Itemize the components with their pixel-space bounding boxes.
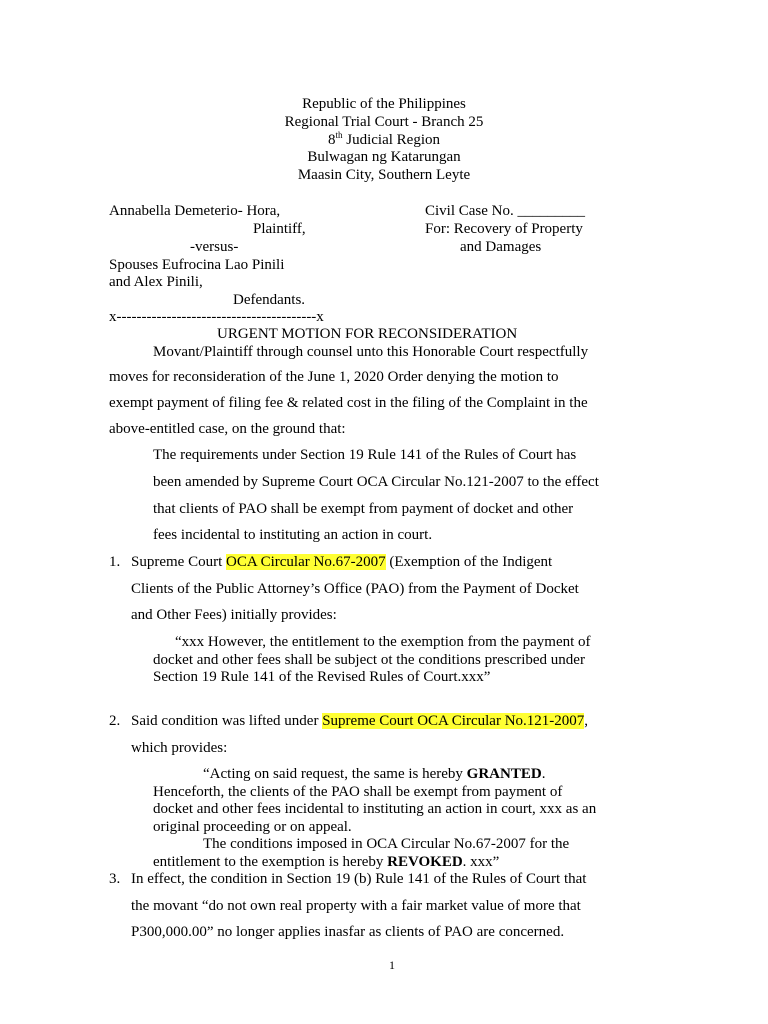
court-header-republic: Republic of the Philippines <box>302 96 466 112</box>
item-1-quote: “xxx However, the entitlement to the exemption from the payment of <box>175 634 591 650</box>
item-1-number: 1. <box>109 554 121 570</box>
item-3-line: P300,000.00” no longer applies inasfar as clients of PAO are concerned. <box>131 924 565 940</box>
civil-case-number: Civil Case No. _________ <box>425 203 585 219</box>
item-2-quote: Henceforth, the clients of the PAO shall be exempt from payment of <box>153 784 563 800</box>
court-header-city: Maasin City, Southern Leyte <box>297 167 471 183</box>
item-3-line: In effect, the condition in Section 19 (b) Rule 141 of the Rules of Court that <box>131 871 587 887</box>
court-header-region: 8th Judicial Region <box>327 130 440 148</box>
item-2-quote: The conditions imposed in OCA Circular No.67-2007 for the <box>203 836 570 852</box>
ground-line: fees incidental to instituting an action in court. <box>153 527 433 543</box>
intro-line: exempt payment of filing fee & related cost in the filing of the Complaint in the <box>109 395 588 411</box>
item-1-line: Clients of the Public Attorney’s Office (PAO) from the Payment of Docket <box>131 581 579 597</box>
plaintiff-name: Annabella Demeterio- Hora, <box>109 203 281 219</box>
caption-separator: x----------------------------------------x <box>109 309 324 325</box>
item-2-quote: entitlement to the exemption is hereby REVOKED. xxx” <box>153 854 500 870</box>
page-number: 1 <box>389 958 395 972</box>
item-1-quote: Section 19 Rule 141 of the Revised Rules of Court.xxx” <box>153 669 491 685</box>
court-header-branch: Regional Trial Court - Branch 25 <box>284 114 484 130</box>
defendant-name: Spouses Eufrocina Lao Pinili <box>109 257 285 273</box>
highlight-oca-121-2007: Supreme Court OCA Circular No.121-2007 <box>322 713 585 729</box>
highlight-oca-67-2007: OCA Circular No.67-2007 <box>226 554 386 570</box>
item-2-quote: “Acting on said request, the same is hereby GRANTED. <box>203 766 546 782</box>
item-1-line: Supreme Court OCA Circular No.67-2007 (Exemption of the Indigent <box>131 554 553 570</box>
plaintiff-role: Plaintiff, <box>253 221 306 237</box>
defendant-role: Defendants. <box>233 292 306 308</box>
court-header-hall: Bulwagan ng Katarungan <box>307 149 461 165</box>
motion-title: URGENT MOTION FOR RECONSIDERATION <box>217 326 518 342</box>
item-2-line: which provides: <box>131 740 228 756</box>
item-1-quote: docket and other fees shall be subject ot the conditions prescribed under <box>153 652 585 668</box>
intro-line: moves for reconsideration of the June 1, 2020 Order denying the motion to <box>109 369 559 385</box>
ground-line: The requirements under Section 19 Rule 141 of the Rules of Court has <box>153 447 577 463</box>
item-1-line: and Other Fees) initially provides: <box>131 607 337 623</box>
item-3-number: 3. <box>109 871 121 887</box>
defendant-name-2: and Alex Pinili, <box>109 274 203 290</box>
case-nature: For: Recovery of Property <box>425 221 583 237</box>
intro-line: Movant/Plaintiff through counsel unto this Honorable Court respectfully <box>153 344 589 360</box>
item-2-quote: docket and other fees incidental to instituting an action in court, xxx as an <box>153 801 597 817</box>
case-nature-2: and Damages <box>460 239 542 255</box>
ground-line: that clients of PAO shall be exempt from payment of docket and other <box>153 501 574 517</box>
ground-line: been amended by Supreme Court OCA Circular No.121-2007 to the effect <box>153 474 599 490</box>
item-2-quote: original proceeding or on appeal. <box>153 819 352 835</box>
item-3-line: the movant “do not own real property with a fair market value of more that <box>131 898 581 914</box>
item-2-line: Said condition was lifted under Supreme Court OCA Circular No.121-2007, <box>131 713 589 729</box>
intro-line: above-entitled case, on the ground that: <box>109 421 346 437</box>
versus-label: -versus- <box>190 239 239 255</box>
item-2-number: 2. <box>109 713 121 729</box>
